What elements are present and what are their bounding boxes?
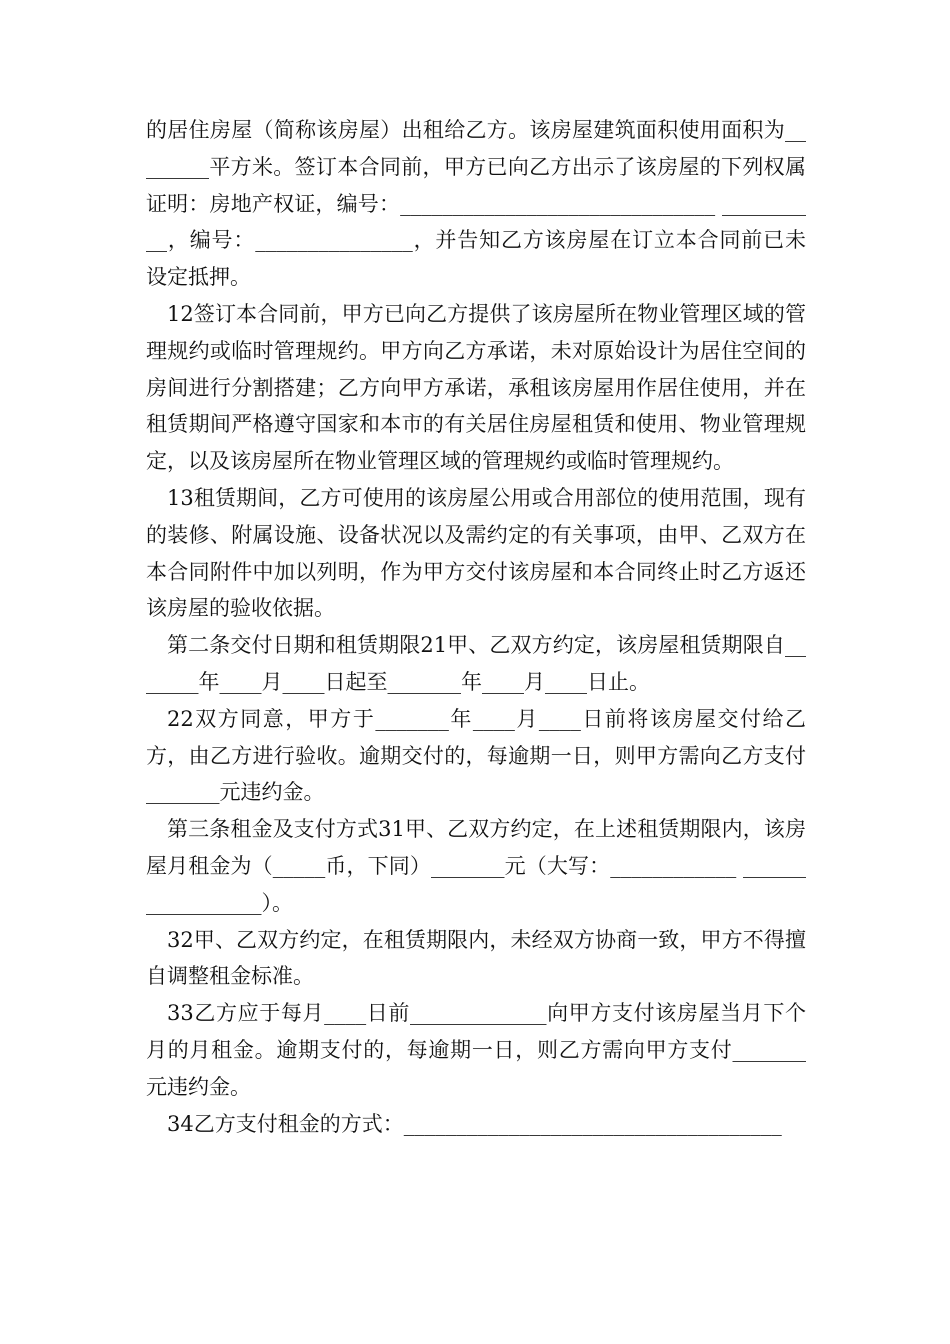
paragraph-clause-2-2: 22双方同意，甲方于_______年____月____日前将该房屋交付给乙方，由乙方进行验收。逾期交付的，每逾期一日，则甲方需向乙方支付_______元违约金。 (146, 706, 806, 805)
paragraph-clause-3-2: 32甲、乙双方约定，在租赁期限内，未经双方协商一致，甲方不得擅自调整租金标准。 (146, 927, 806, 989)
paragraph-clause-1-3: 13租赁期间，乙方可使用的该房屋公用或合用部位的使用范围，现有的装修、附属设施、设备状况以及需约定的有关事项，由甲、乙双方在本合同附件中加以列明，作为甲方交付该房屋和本合同终止时乙方返还该房屋的验收依据。 (146, 485, 806, 621)
paragraph-article-2-clause-2-1: 第二条交付日期和租赁期限21甲、乙双方约定，该房屋租赁期限自_______年____月____日起至_______年____月____日止。 (146, 633, 806, 694)
paragraph-clause-3-4: 34乙方支付租金的方式：____________________________________ (167, 1111, 782, 1136)
paragraph-clause-3-3: 33乙方应于每月____日前_____________向甲方支付该房屋当月下个月的月租金。逾期支付的，每逾期一日，则乙方需向甲方支付_______元违约金。 (146, 1001, 806, 1099)
paragraph-premises-description: 的居住房屋（简称该房屋）出租给乙方。该房屋建筑面积使用面积为________平方米。签订本合同前，甲方已向乙方出示了该房屋的下列权属证明：房地产权证，编号：______________________________ __________，编号：_______________，并告知乙方该房屋在订立本合同前已未设定抵押。 (146, 118, 806, 290)
paragraph-article-3-clause-3-1: 第三条租金及支付方式31甲、乙双方约定，在上述租赁期限内，该房屋月租金为（_____币，下同）_______元（大写：____________ _________________）。 (146, 817, 806, 915)
document-body (146, 112, 806, 1142)
paragraph-clause-1-2: 12签订本合同前，甲方已向乙方提供了该房屋所在物业管理区域的管理规约或临时管理规约。甲方向乙方承诺，未对原始设计为居住空间的房间进行分割搭建；乙方向甲方承诺，承租该房屋用作居住使用，并在租赁期间严格遵守国家和本市的有关居住房屋租赁和使用、物业管理规定，以及该房屋所在物业管理区域的管理规约或临时管理规约。 (146, 301, 806, 474)
